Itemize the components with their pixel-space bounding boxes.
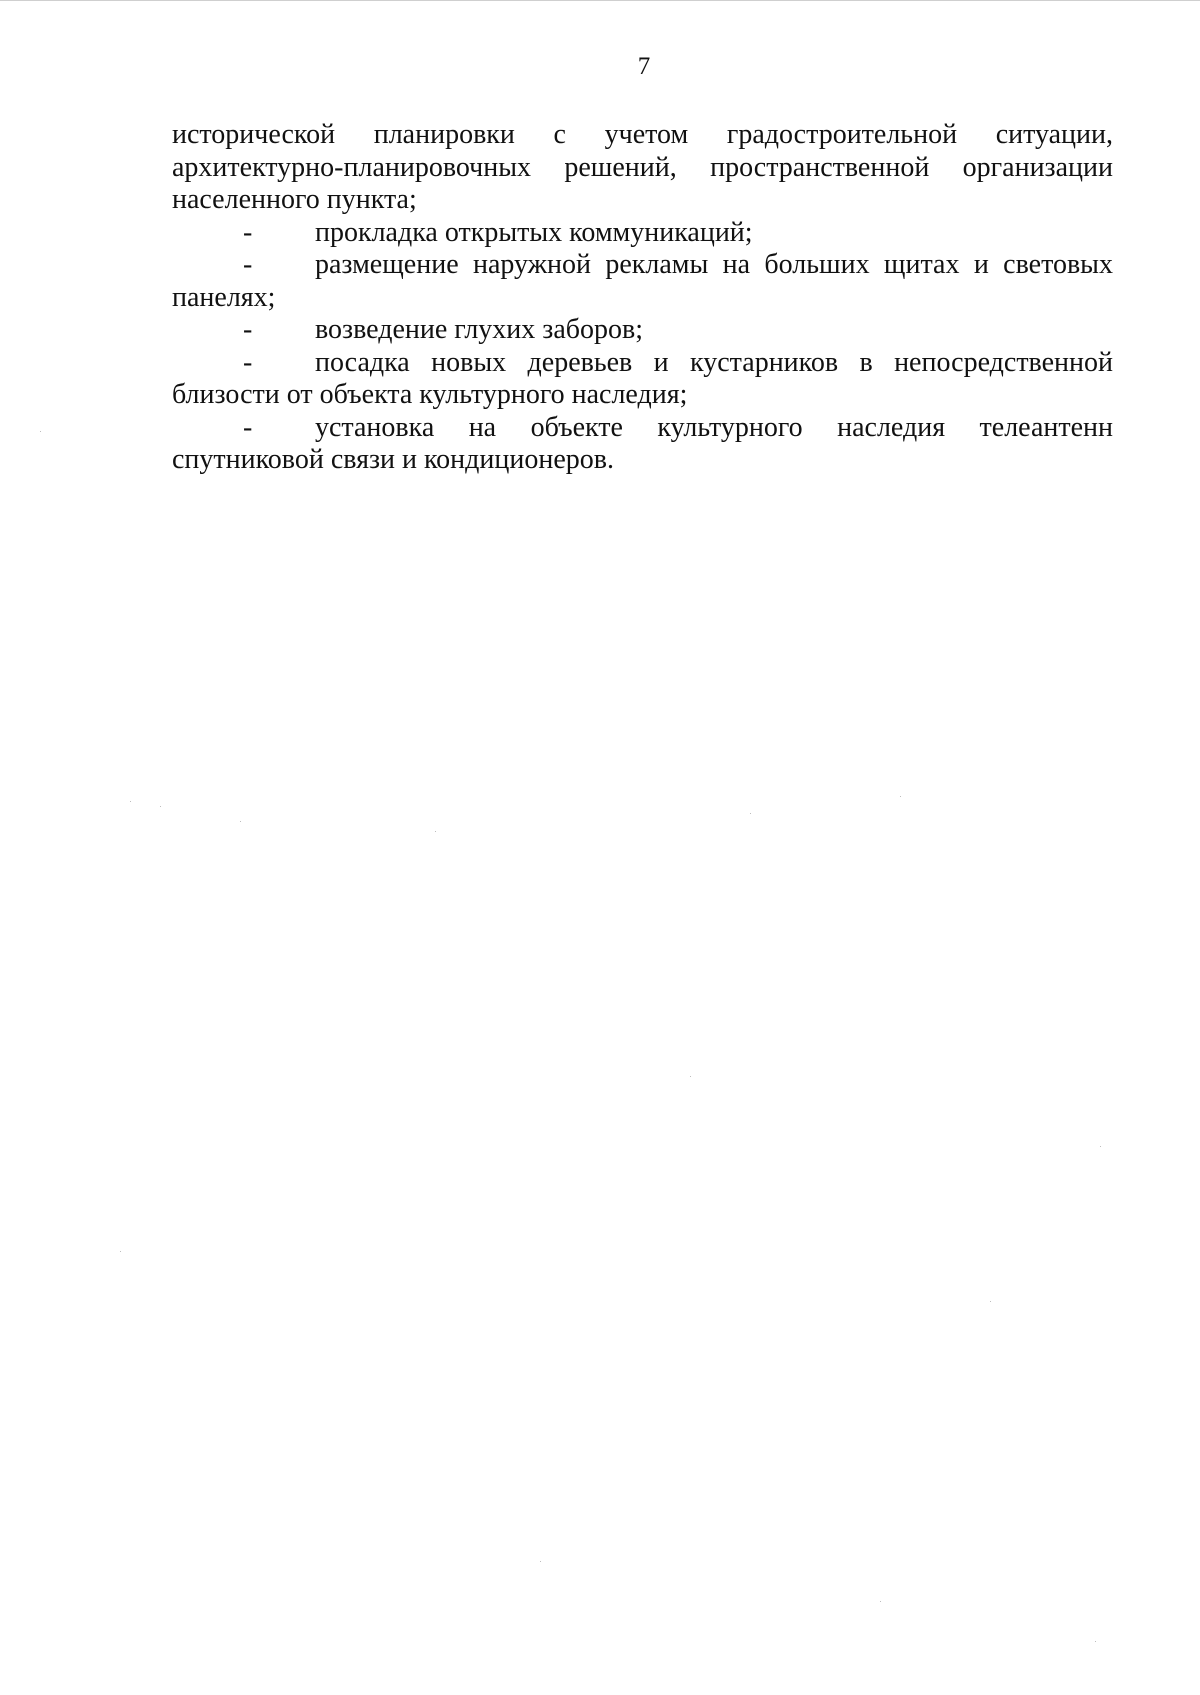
list-item-text: размещение наружной рекламы на больших щитах и световых панелях;	[172, 249, 1113, 313]
scan-speck	[435, 831, 436, 832]
list-item	[172, 347, 1113, 412]
list-item-text: установка на объекте культурного наследия телеантенн спутниковой связи и кондиционеров.	[172, 411, 1113, 475]
scan-speck	[540, 1561, 541, 1562]
scan-speck	[690, 1076, 691, 1077]
scan-speck	[240, 821, 241, 822]
page-number: 7	[637, 53, 651, 80]
scan-speck	[40, 431, 41, 432]
list-item	[172, 314, 1113, 347]
scan-speck	[1100, 1146, 1101, 1147]
list-dash: -	[243, 411, 253, 443]
list-dash: -	[243, 249, 253, 280]
list-dash: -	[243, 216, 253, 248]
list-item	[172, 249, 1113, 314]
scan-speck	[990, 1301, 991, 1302]
list-dash: -	[243, 314, 253, 345]
list-item-text: возведение глухих заборов;	[315, 314, 644, 345]
intro-paragraph: исторической планировки с учетом градостроительной ситуации, архитектурно-планировочных решений, пространственной организации населенного пункта;	[172, 119, 1113, 215]
scan-speck	[880, 1601, 881, 1602]
scan-speck	[750, 813, 751, 814]
document-body	[172, 119, 1113, 477]
list-item	[172, 217, 1113, 250]
scan-speck	[1095, 1641, 1096, 1642]
list-dash: -	[243, 346, 253, 378]
list-item	[172, 412, 1113, 477]
scan-speck	[120, 1251, 121, 1252]
list-item-text: посадка новых деревьев и кустарников в непосредственной близости от объекта культурного наследия;	[172, 346, 1113, 410]
scan-speck	[900, 796, 901, 797]
list-item-text: прокладка открытых коммуникаций;	[315, 216, 753, 248]
scan-speck	[160, 806, 161, 807]
scan-speck	[130, 801, 131, 802]
